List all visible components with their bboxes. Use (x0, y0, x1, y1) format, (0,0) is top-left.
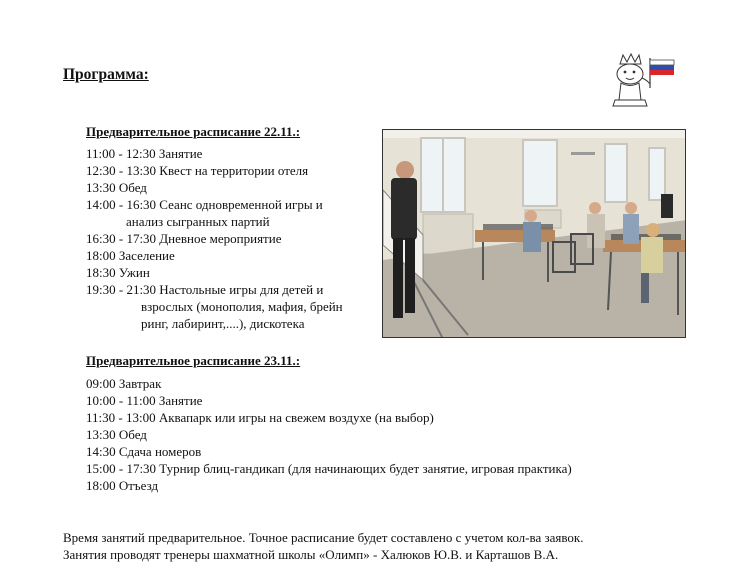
list-item: 18:00 Заселение (86, 248, 175, 263)
list-item: ринг, лабиринт,....), дискотека (141, 316, 305, 331)
list-item: 15:00 - 17:30 Турнир блиц-гандикап (для начинающих будет занятие, игровая практика) (86, 461, 572, 476)
day2-schedule (86, 375, 572, 494)
list-item: 10:00 - 11:00 Занятие (86, 393, 203, 408)
day2-title: Предварительное расписание 23.11.: (86, 353, 301, 368)
list-item: анализ сыгранных партий (126, 214, 270, 229)
chess-class-photo (382, 129, 686, 338)
list-item: 14:00 - 16:30 Сеанс одновременной игры и (86, 197, 323, 212)
list-item: 12:30 - 13:30 Квест на территории отеля (86, 163, 309, 178)
page-title: Программа: (63, 66, 149, 83)
day1-schedule (86, 145, 343, 332)
list-item: 16:30 - 17:30 Дневное мероприятие (86, 231, 282, 246)
footer-line-2: Занятия проводят тренеры шахматной школы «Олимп» - Халюков Ю.В. и Карташов В.А. (63, 547, 559, 562)
list-item: 19:30 - 21:30 Настольные игры для детей и (86, 282, 324, 297)
list-item: взрослых (монополия, мафия, брейн (141, 299, 343, 314)
chess-king-mascot-with-russian-flag-icon (606, 50, 678, 112)
list-item: 18:00 Отъезд (86, 478, 159, 493)
footer-note (63, 529, 583, 563)
list-item: 18:30 Ужин (86, 265, 150, 280)
list-item: 14:30 Сдача номеров (86, 444, 202, 459)
list-item: 09:00 Завтрак (86, 376, 162, 391)
list-item: 13:30 Обед (86, 180, 147, 195)
day1-title: Предварительное расписание 22.11.: (86, 124, 301, 139)
footer-line-1: Время занятий предварительное. Точное расписание будет составлено с учетом кол-ва заявок. (63, 530, 584, 545)
list-item: 13:30 Обед (86, 427, 147, 442)
list-item: 11:30 - 13:00 Аквапарк или игры на свежем воздухе (на выбор) (86, 410, 434, 425)
list-item: 11:00 - 12:30 Занятие (86, 146, 203, 161)
